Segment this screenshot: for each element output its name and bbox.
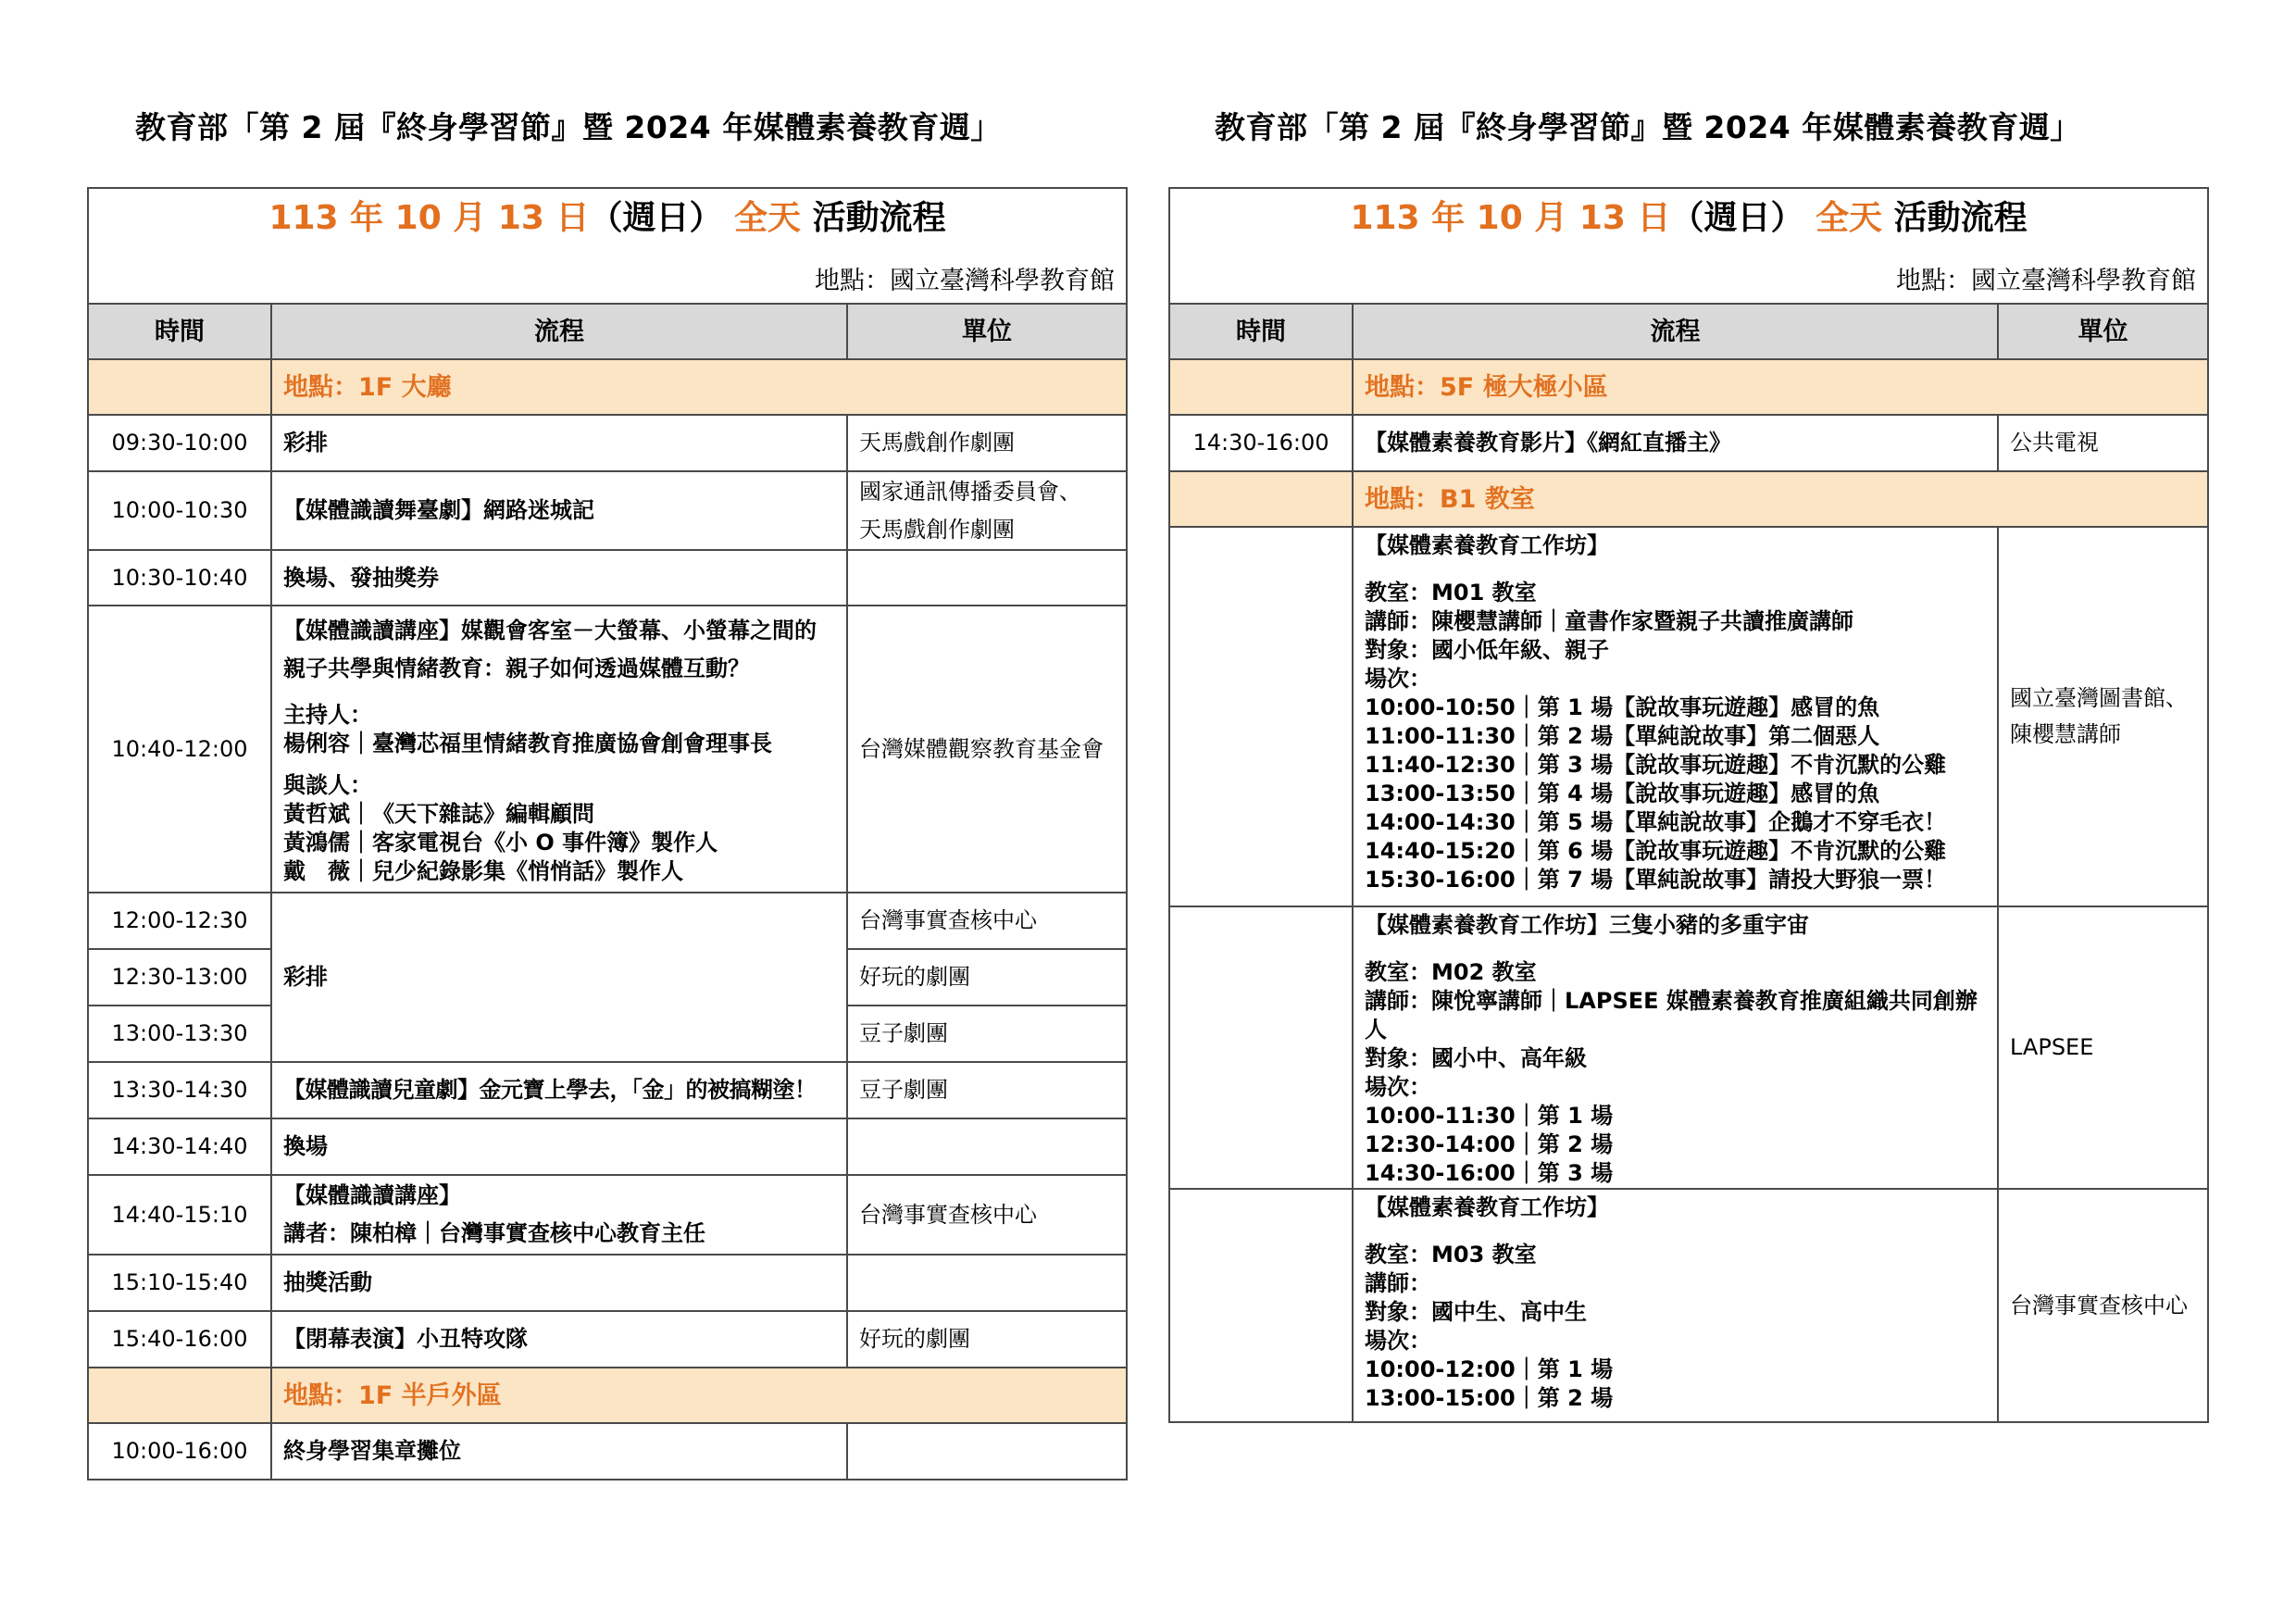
table-row: 10:00-10:30 【媒體識讀舞臺劇】網路迷城記 國家通訊傳播委員會、 天馬戲創作劇團	[88, 471, 1127, 550]
table-row: 10:40-12:00 【媒體識讀講座】媒觀會客室－大螢幕、小螢幕之間的 親子共學與情緒教育：親子如何透過媒體互動？ 主持人： 楊俐容｜臺灣芯福里情緒教育推廣協會創會理事長 與談人： 黃哲斌｜《天下雜誌》編輯顧問 黃鴻儒｜客家電視台《小 O 事件簿》製作人 戴 薇｜兒少紀錄影集《悄悄話》製作人 台灣媒體觀察教育基金會	[88, 606, 1127, 893]
caption-venue: 地點：國立臺灣科學教育館	[815, 267, 1116, 295]
workshop-line: 12:30-14:00｜第 2 場	[1365, 1131, 1614, 1157]
table-row: 15:10-15:40 抽獎活動	[88, 1255, 1127, 1311]
caption-weekday: （週日）	[589, 199, 723, 237]
header-time: 時間	[1169, 304, 1353, 359]
table-row: 14:40-15:10 【媒體識讀講座】 講者：陳柏樟｜台灣事實查核中心教育主任 台灣事實查核中心	[88, 1175, 1127, 1255]
table-row: 14:30-14:40 換場	[88, 1118, 1127, 1175]
header-time: 時間	[88, 304, 271, 359]
workshop-line: 10:00-12:00｜第 1 場	[1365, 1356, 1614, 1382]
table-row: 13:00-13:30 豆子劇團	[88, 1006, 1127, 1062]
caption-allday: 全天	[734, 199, 802, 237]
area-row: 地點：5F 極大極小區	[1353, 359, 2208, 415]
area-row: 地點：1F 大廳	[271, 359, 1127, 415]
table-row: 15:40-16:00 【閉幕表演】小丑特攻隊 好玩的劇團	[88, 1311, 1127, 1368]
workshop-line: 場次：	[1365, 666, 1431, 692]
workshop-line: 對象：國中生、高中生	[1365, 1299, 1587, 1325]
caption-flow: 活動流程	[812, 199, 946, 237]
workshop-line: 11:40-12:30｜第 3 場【說故事玩遊趣】不肯沉默的公雞	[1365, 752, 1947, 778]
table-caption	[1169, 188, 2208, 304]
workshop-line: 10:00-10:50｜第 1 場【說故事玩遊趣】感冒的魚	[1365, 694, 1880, 720]
workshop-line: 教室：M01 教室	[1365, 580, 1537, 606]
workshop-line: 13:00-13:50｜第 4 場【說故事玩遊趣】感冒的魚	[1365, 781, 1880, 806]
workshop-line: 講師：陳櫻慧講師｜童書作家暨親子共讀推廣講師	[1365, 608, 1853, 634]
caption-weekday: （週日）	[1670, 199, 1804, 237]
caption-allday: 全天	[1816, 199, 1883, 237]
workshop-line: 講師：	[1365, 1270, 1431, 1296]
area-row: 地點：1F 半戶外區	[271, 1368, 1127, 1423]
workshop-line: 15:30-16:00｜第 7 場【單純說故事】請投大野狼一票！	[1365, 867, 1947, 893]
workshop-m02	[1353, 906, 1998, 1189]
workshop-line: 10:00-11:30｜第 1 場	[1365, 1103, 1614, 1129]
workshop-line: 11:00-11:30｜第 2 場【單純說故事】第二個惡人	[1365, 723, 1880, 749]
table-row: 【媒體素養教育工作坊】三隻小豬的多重宇宙 教室：M02 教室 講師：陳悅寧講師｜LAPSEE 媒體素養教育推廣組織共同創辦人 對象：國小中、高年級 場次： 10:00-11:30｜第 1 場 12:30-14:00｜第 2 場 14:30-16:00｜第 3 場 LAPSEE	[1169, 906, 2208, 1189]
table-header	[88, 304, 1127, 359]
workshop-line: 場次：	[1365, 1074, 1431, 1100]
caption-flow: 活動流程	[1893, 199, 2028, 237]
page-title-left: 教育部「第 2 屆『終身學習節』暨 2024 年媒體素養教育週」	[135, 109, 1002, 145]
workshop-line: 【媒體素養教育工作坊】	[1365, 1194, 1609, 1220]
table-row: 10:30-10:40 換場、發抽獎券	[88, 550, 1127, 606]
workshop-line: 14:40-15:20｜第 6 場【說故事玩遊趣】不肯沉默的公雞	[1365, 838, 1947, 864]
workshop-line: 對象：國小低年級、親子	[1365, 637, 1609, 663]
table-row: 【媒體素養教育工作坊】 教室：M01 教室 講師：陳櫻慧講師｜童書作家暨親子共讀推廣講師 對象：國小低年級、親子 場次： 10:00-10:50｜第 1 場【說故事玩遊趣】感冒的魚 11:00-11:30｜第 2 場【單純說故事】第二個惡人 11:40-12:30｜第 3 場【說故事玩遊趣】不肯沉默的公雞 13:00-13:50｜第 4 場【說故事玩遊趣】感冒的魚 14:00-14:30｜第 5 場【單純說故事】企鵝才不穿毛衣！ 14:40-15:20｜第 6 場【說故事玩遊趣】不肯沉默的公雞 15:30-16:00｜第 7 場【單純說故事】請投大野狼一票！ 國立臺灣圖書館、 陳櫻慧講師	[1169, 527, 2208, 906]
area-row: 地點：B1 教室	[1353, 471, 2208, 527]
workshop-line	[1365, 940, 1986, 958]
table-row: 13:30-14:30 【媒體識讀兒童劇】金元寶上學去，「金」的被搞糊塗！ 豆子劇團	[88, 1062, 1127, 1118]
header-unit: 單位	[1998, 304, 2208, 359]
table-row: 09:30-10:00 彩排 天馬戲創作劇團	[88, 415, 1127, 471]
workshop-line	[1365, 1222, 1986, 1241]
workshop-line: 對象：國小中、高年級	[1365, 1045, 1587, 1071]
table-row: 12:00-12:30 彩排 台灣事實查核中心	[88, 893, 1127, 949]
workshop-line: 場次：	[1365, 1328, 1431, 1354]
workshop-line: 講師：陳悅寧講師｜LAPSEE 媒體素養教育推廣組織共同創辦人	[1365, 988, 1978, 1043]
header-unit: 單位	[847, 304, 1127, 359]
schedule-table-right	[1168, 187, 2209, 1423]
page-title-right: 教育部「第 2 屆『終身學習節』暨 2024 年媒體素養教育週」	[1215, 109, 2081, 145]
table-row: 10:00-16:00 終身學習集章攤位	[88, 1423, 1127, 1480]
workshop-line	[1365, 560, 1986, 579]
table-row: 12:30-13:00 好玩的劇團	[88, 949, 1127, 1006]
table-row: 14:30-16:00 【媒體素養教育影片】《網紅直播主》 公共電視	[1169, 415, 2208, 471]
header-flow: 流程	[271, 304, 847, 359]
schedule-table-left	[87, 187, 1128, 1480]
workshop-line: 【媒體素養教育工作坊】三隻小豬的多重宇宙	[1365, 912, 1809, 938]
caption-date: 113 年 10 月 13 日	[268, 199, 590, 237]
workshop-line: 教室：M03 教室	[1365, 1242, 1537, 1268]
header-flow: 流程	[1353, 304, 1998, 359]
caption-venue: 地點：國立臺灣科學教育館	[1896, 267, 2197, 295]
table-caption	[88, 188, 1127, 304]
workshop-line: 教室：M02 教室	[1365, 959, 1537, 985]
table-header	[1169, 304, 2208, 359]
table-row: 【媒體素養教育工作坊】 教室：M03 教室 講師： 對象：國中生、高中生 場次： 10:00-12:00｜第 1 場 13:00-15:00｜第 2 場 台灣事實查核中心	[1169, 1189, 2208, 1422]
caption-date: 113 年 10 月 13 日	[1350, 199, 1671, 237]
workshop-line: 【媒體素養教育工作坊】	[1365, 532, 1609, 558]
workshop-line: 13:00-15:00｜第 2 場	[1365, 1385, 1614, 1411]
workshop-line: 14:00-14:30｜第 5 場【單純說故事】企鵝才不穿毛衣！	[1365, 809, 1947, 835]
workshop-m03	[1353, 1189, 1998, 1422]
workshop-m01	[1353, 527, 1998, 906]
workshop-line: 14:30-16:00｜第 3 場	[1365, 1160, 1614, 1186]
